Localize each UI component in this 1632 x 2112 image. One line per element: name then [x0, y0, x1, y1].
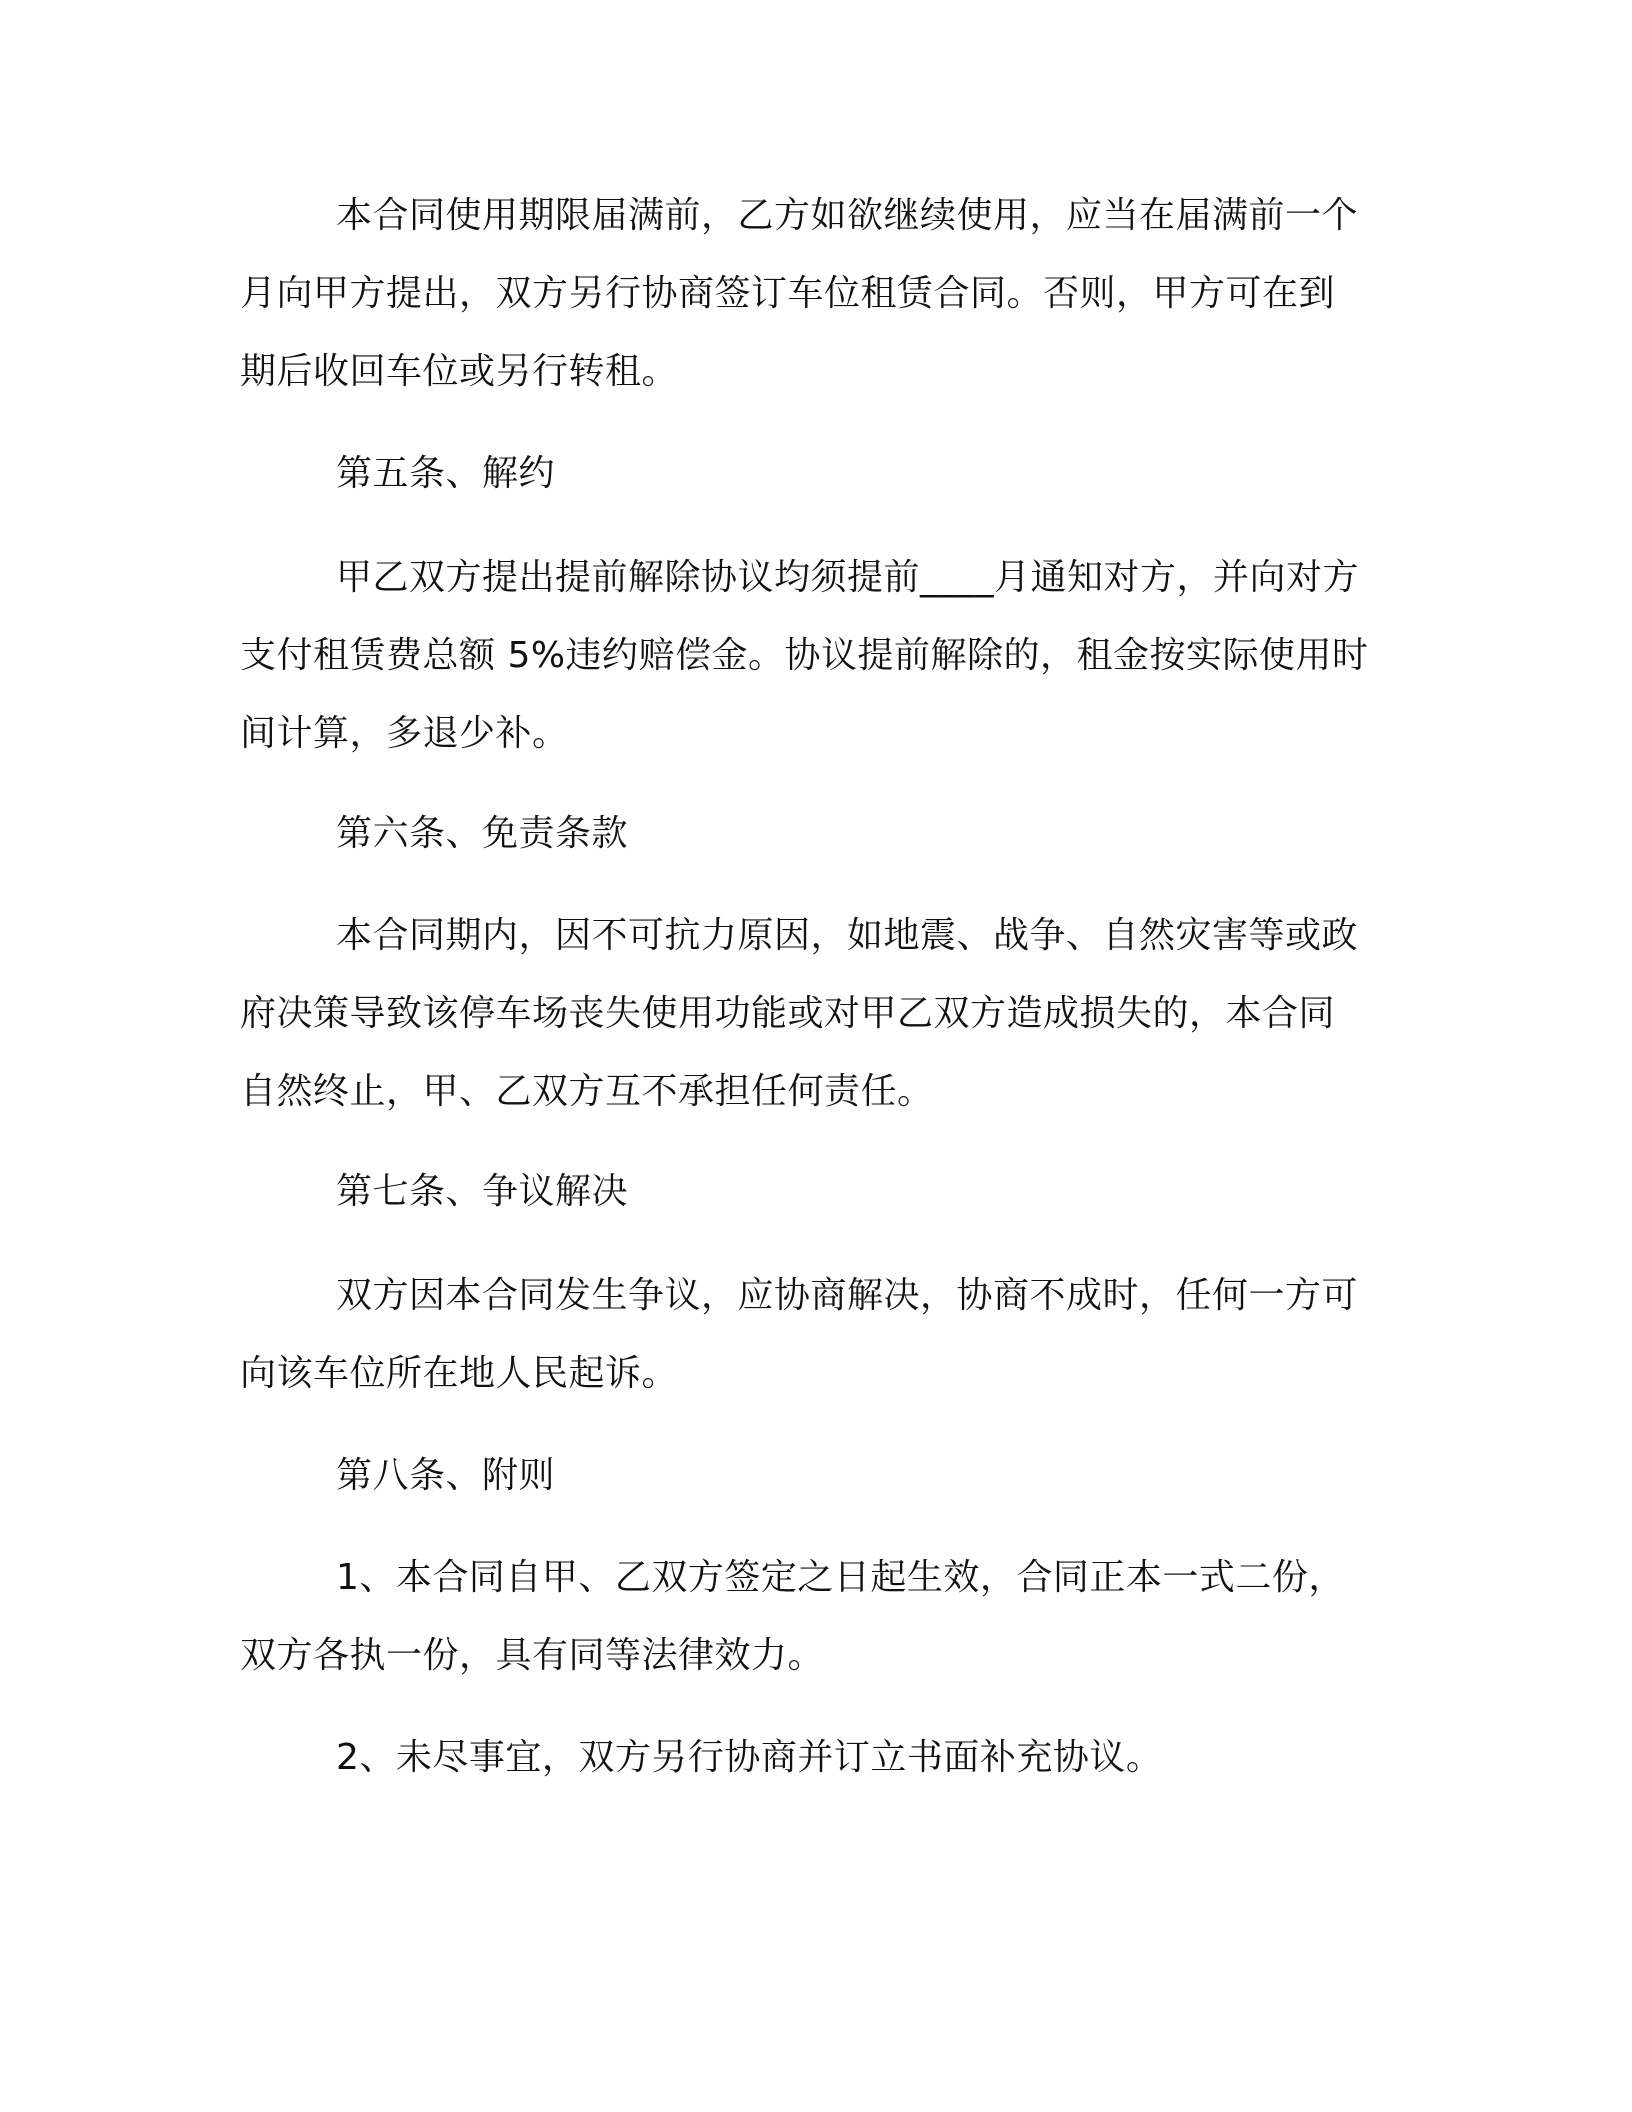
paragraph-renewal-line-3: 期后收回车位或另行转租。 — [240, 351, 679, 392]
heading-article-7: 第七条、争议解决 — [336, 1171, 629, 1212]
paragraph-exemption-line-2: 府决策导致该停车场丧失使用功能或对甲乙双方造成损失的，本合同 — [240, 993, 1336, 1034]
paragraph-termination-line-2: 支付租赁费总额 5%违约赔偿金。协议提前解除的，租金按实际使用时 — [240, 635, 1369, 676]
paragraph-exemption-line-1: 本合同期内，因不可抗力原因，如地震、战争、自然灾害等或政 — [336, 915, 1359, 956]
paragraph-exemption-line-3: 自然终止，甲、乙双方互不承担任何责任。 — [240, 1071, 934, 1112]
paragraph-renewal-line-1: 本合同使用期限届满前，乙方如欲继续使用，应当在届满前一个 — [336, 195, 1359, 236]
paragraph-renewal-line-2: 月向甲方提出，双方另行协商签订车位租赁合同。否则，甲方可在到 — [240, 273, 1336, 314]
clause-1-line-2: 双方各执一份，具有同等法律效力。 — [240, 1635, 825, 1676]
heading-article-6: 第六条、免责条款 — [336, 813, 629, 854]
paragraph-dispute-line-2: 向该车位所在地人民起诉。 — [240, 1353, 679, 1394]
heading-article-5: 第五条、解约 — [336, 453, 556, 494]
paragraph-termination-line-1: 甲乙双方提出提前解除协议均须提前____月通知对方，并向对方 — [336, 557, 1360, 598]
paragraph-termination-line-3: 间计算，多退少补。 — [240, 713, 569, 754]
clause-2-line-1: 2、未尽事宜，双方另行协商并订立书面补充协议。 — [336, 1737, 1163, 1778]
heading-article-8: 第八条、附则 — [336, 1455, 556, 1496]
clause-1-line-1: 1、本合同自甲、乙双方签定之日起生效，合同正本一式二份， — [336, 1557, 1345, 1598]
paragraph-dispute-line-1: 双方因本合同发生争议，应协商解决，协商不成时，任何一方可 — [336, 1275, 1359, 1316]
